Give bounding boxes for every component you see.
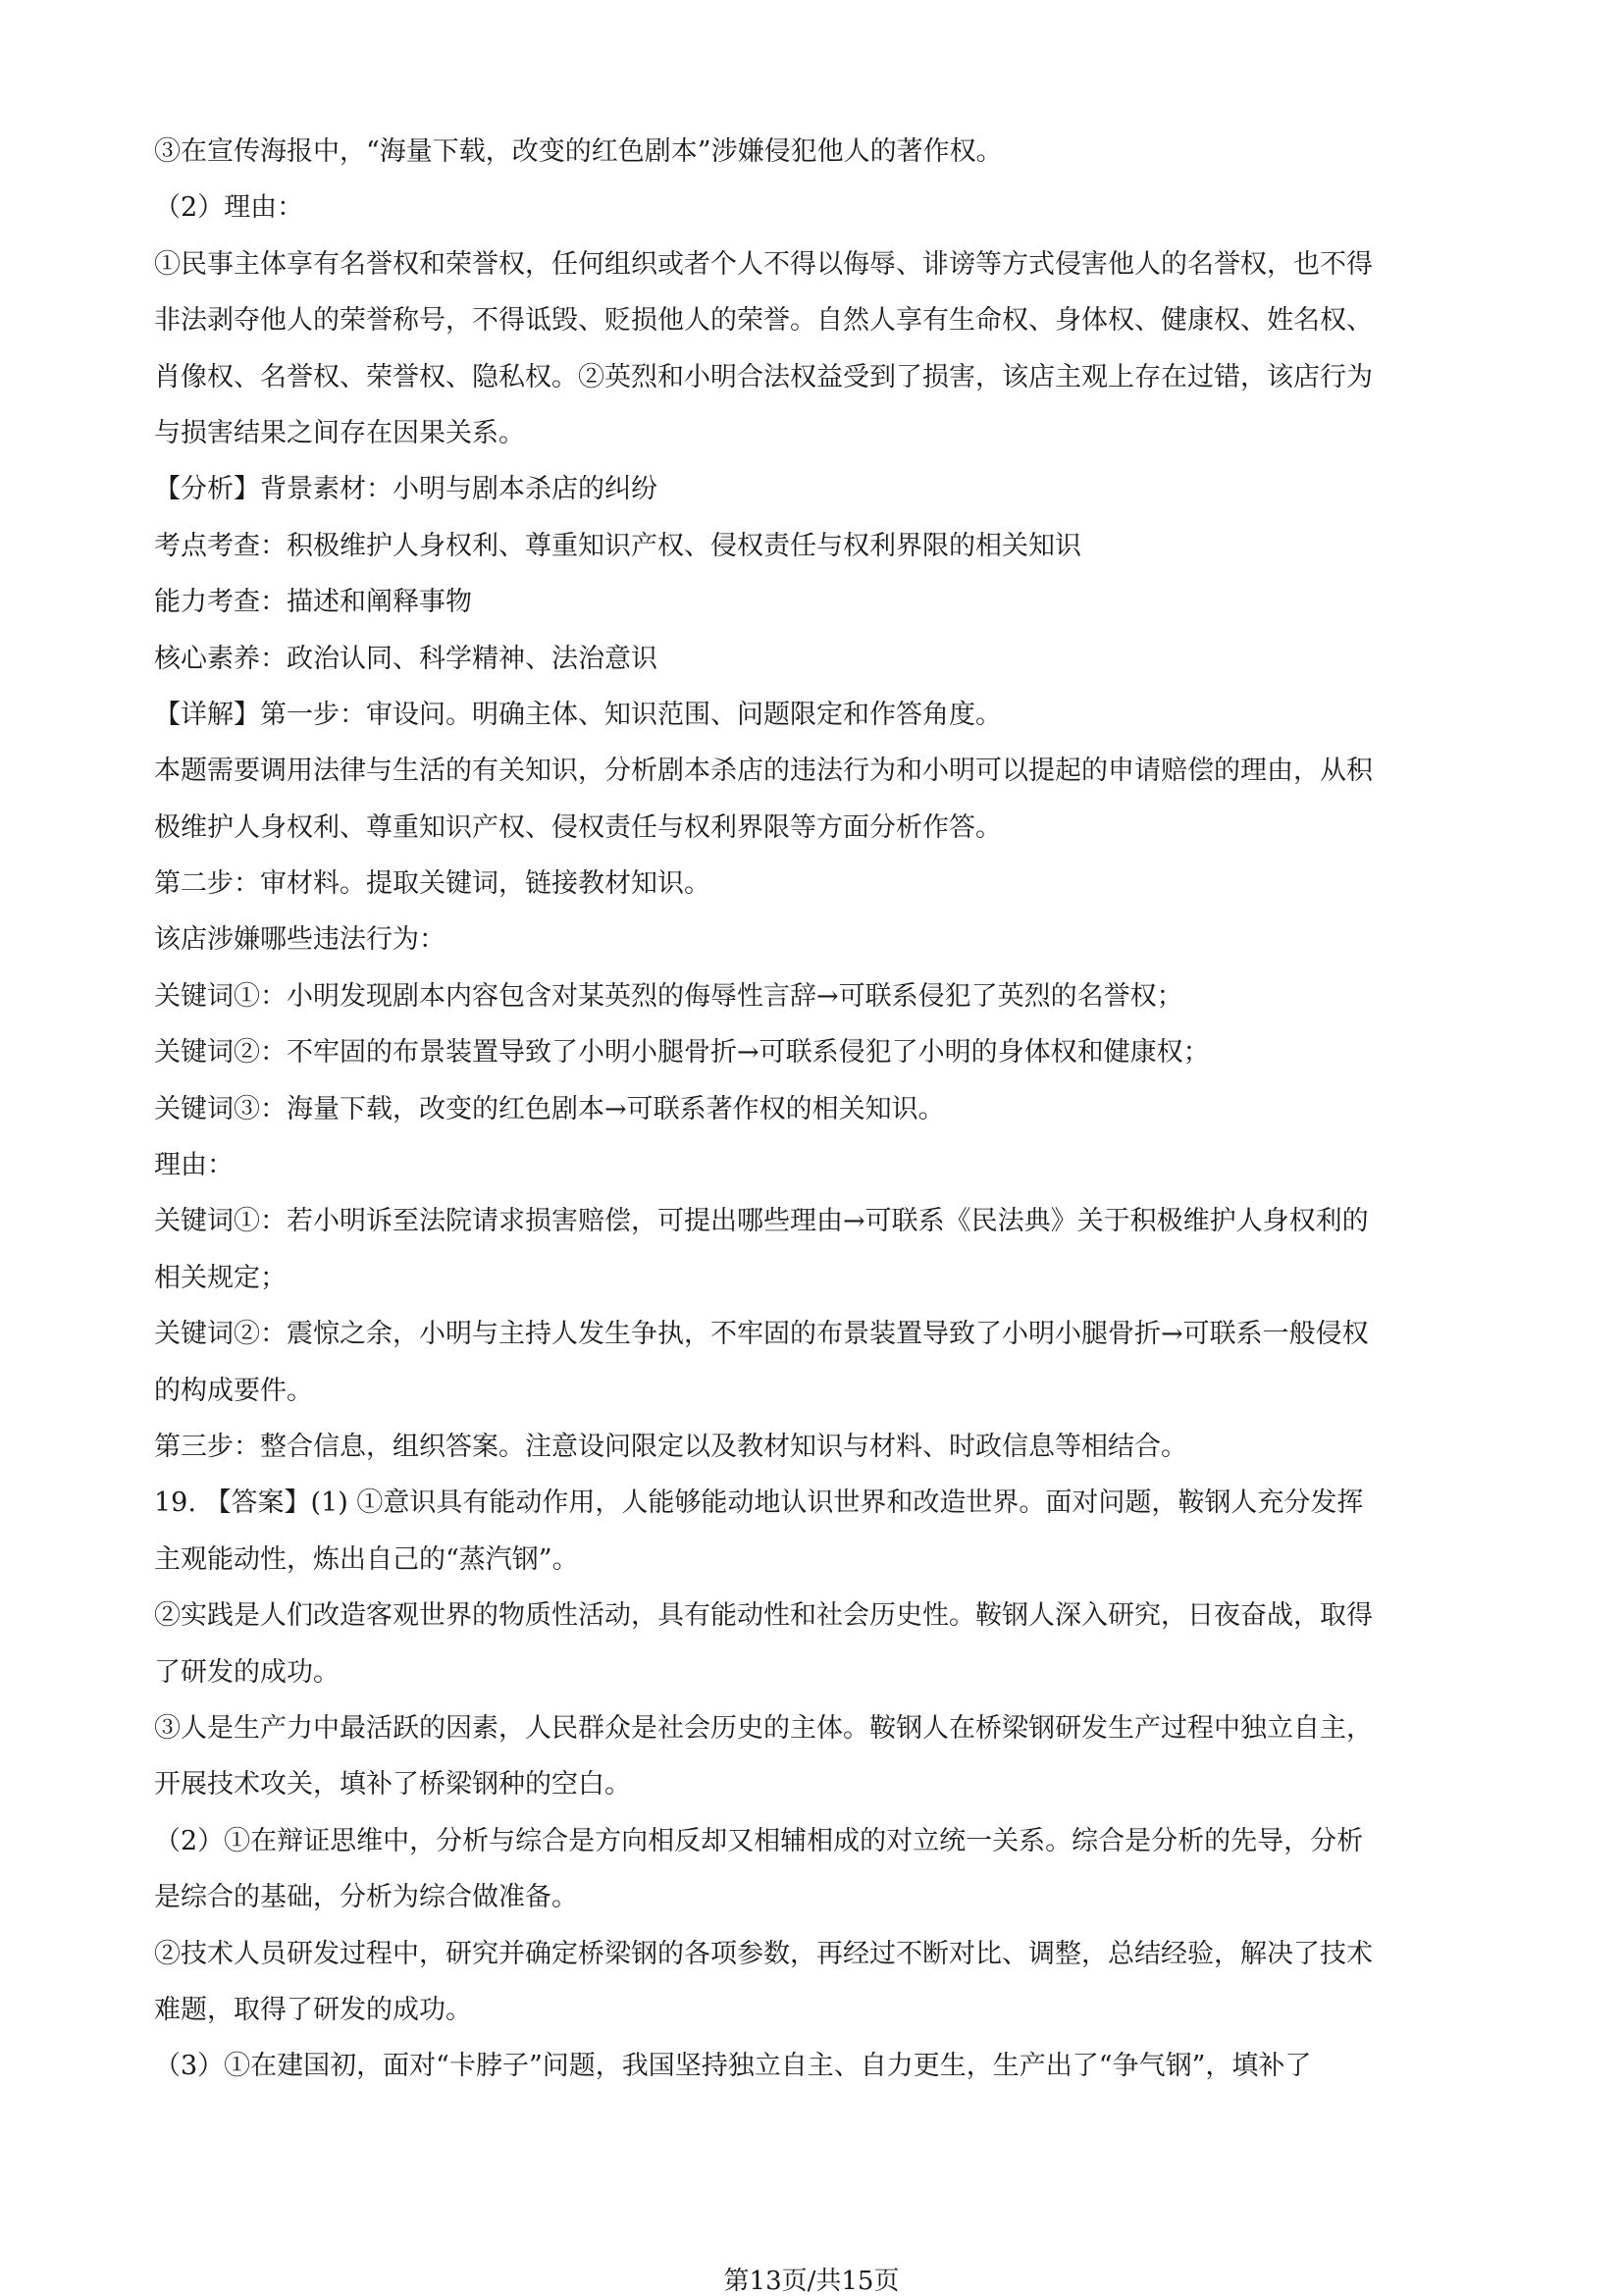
text-line: （2）理由： bbox=[154, 192, 304, 224]
document-body bbox=[154, 124, 1489, 2095]
text-line: 19. 【答案】(1) ①意识具有能动作用，人能够能动地认识世界和改造世界。面对问题，鞍钢人充分发挥 bbox=[154, 1487, 1364, 1519]
text-line: 是综合的基础，分析为综合做准备。 bbox=[154, 1882, 578, 1913]
text-line: ②实践是人们改造客观世界的物质性活动，具有能动性和社会历史性。鞍钢人深入研究，日夜奋战，取得 bbox=[154, 1600, 1373, 1632]
text-line: 关键词①：若小明诉至法院请求损害赔偿，可提出哪些理由→可联系《民法典》关于积极维护人身权利的 bbox=[154, 1206, 1369, 1237]
text-line: 【详解】第一步：审设问。明确主体、知识范围、问题限定和作答角度。 bbox=[154, 699, 1002, 730]
text-line: 极维护人身权利、尊重知识产权、侵权责任与权利界限等方面分析作答。 bbox=[154, 811, 1002, 843]
text-line: 的构成要件。 bbox=[154, 1375, 313, 1406]
text-line: 考点考查：积极维护人身权利、尊重知识产权、侵权责任与权利界限的相关知识 bbox=[154, 530, 1081, 561]
text-line: 关键词③：海量下载，改变的红色剧本→可联系著作权的相关知识。 bbox=[154, 1093, 945, 1124]
text-line: ①民事主体享有名誉权和荣誉权，任何组织或者个人不得以侮辱、诽谤等方式侵害他人的名誉权，也不得 bbox=[154, 248, 1373, 280]
text-line: 关键词②：不牢固的布景装置导致了小明小腿骨折→可联系侵犯了小明的身体权和健康权； bbox=[154, 1037, 1210, 1069]
text-line: 关键词②：震惊之余，小明与主持人发生争执，不牢固的布景装置导致了小明小腿骨折→可联系一般侵权 bbox=[154, 1319, 1369, 1350]
text-line: 第三步：整合信息，组织答案。注意设问限定以及教材知识与材料、时政信息等相结合。 bbox=[154, 1431, 1187, 1462]
text-line: 与损害结果之间存在因果关系。 bbox=[154, 417, 525, 448]
text-line: 本题需要调用法律与生活的有关知识，分析剧本杀店的违法行为和小明可以提起的申请赔偿的理由，从积 bbox=[154, 756, 1373, 787]
text-line: 第二步：审材料。提取关键词，链接教材知识。 bbox=[154, 868, 710, 900]
text-line: 开展技术攻关，填补了桥梁钢种的空白。 bbox=[154, 1769, 631, 1800]
text-line: 非法剥夺他人的荣誉称号，不得诋毁、贬损他人的荣誉。自然人享有生命权、身体权、健康权、姓名权、 bbox=[154, 305, 1373, 337]
text-line: 该店涉嫌哪些违法行为： bbox=[154, 924, 445, 956]
text-line: 理由： bbox=[154, 1150, 234, 1181]
text-line: 了研发的成功。 bbox=[154, 1656, 340, 1688]
page-number: 第13页/共15页 bbox=[723, 2267, 900, 2296]
text-line: 肖像权、名誉权、荣誉权、隐私权。②英烈和小明合法权益受到了损害，该店主观上存在过错，该店行为 bbox=[154, 361, 1373, 392]
text-line: 难题，取得了研发的成功。 bbox=[154, 1994, 472, 2025]
text-line: 相关规定； bbox=[154, 1262, 287, 1293]
text-line: 关键词①：小明发现剧本内容包含对某英烈的侮辱性言辞→可联系侵犯了英烈的名誉权； bbox=[154, 980, 1183, 1012]
text-line: （3）①在建国初，面对“卡脖子”问题，我国坚持独立自主、自力更生，生产出了“争气钢”，填补了 bbox=[154, 2051, 1312, 2082]
text-line: ③人是生产力中最活跃的因素，人民群众是社会历史的主体。鞍钢人在桥梁钢研发生产过程中独立自主， bbox=[154, 1712, 1373, 1744]
text-line: ③在宣传海报中，“海量下载，改变的红色剧本”涉嫌侵犯他人的著作权。 bbox=[154, 136, 1003, 167]
text-line: 主观能动性，炼出自己的“蒸汽钢”。 bbox=[154, 1543, 579, 1575]
text-line: 核心素养：政治认同、科学精神、法治意识 bbox=[154, 643, 657, 674]
text-line: 能力考查：描述和阐释事物 bbox=[154, 587, 472, 618]
text-line: （2）①在辩证思维中，分析与综合是方向相反却又相辅相成的对立统一关系。综合是分析的先导，分析 bbox=[154, 1825, 1364, 1856]
text-line: 【分析】背景素材：小明与剧本杀店的纠纷 bbox=[154, 474, 657, 505]
text-line: ②技术人员研发过程中，研究并确定桥梁钢的各项参数，再经过不断对比、调整，总结经验，解决了技术 bbox=[154, 1938, 1373, 1969]
